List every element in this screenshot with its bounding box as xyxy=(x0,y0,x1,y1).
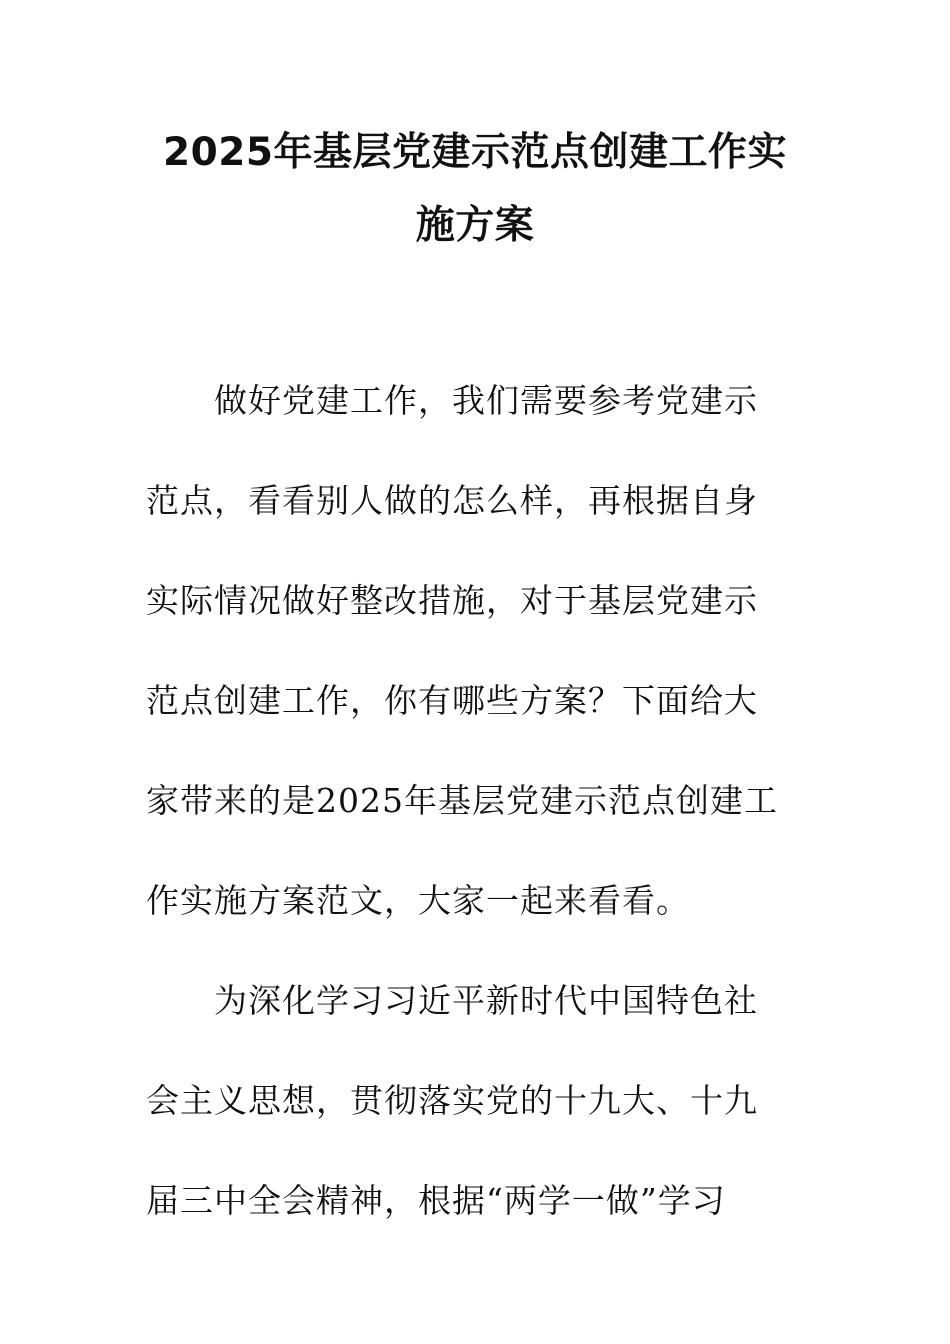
document-title-line-1: 2025年基层党建示范点创建工作实 xyxy=(162,130,788,175)
paragraph-line: 会主义思想，贯彻落实党的十九大、十九 xyxy=(146,1081,758,1120)
paragraph-line: 做好党建工作，我们需要参考党建示 xyxy=(214,381,758,420)
paragraph-line: 实际情况做好整改措施，对于基层党建示 xyxy=(146,581,758,620)
document-title-line-2: 施方案 xyxy=(415,203,535,248)
paragraph-line: 届三中全会精神，根据“两学一做”学习 xyxy=(146,1181,726,1220)
paragraph-line: 范点创建工作，你有哪些方案？下面给大 xyxy=(146,681,758,720)
paragraph-line: 作实施方案范文，大家一起来看看。 xyxy=(146,881,690,920)
paragraph-line: 家带来的是2025年基层党建示范点创建工 xyxy=(146,781,778,820)
paragraph-line: 为深化学习习近平新时代中国特色社 xyxy=(214,981,758,1020)
paragraph-line: 范点，看看别人做的怎么样，再根据自身 xyxy=(146,481,758,520)
